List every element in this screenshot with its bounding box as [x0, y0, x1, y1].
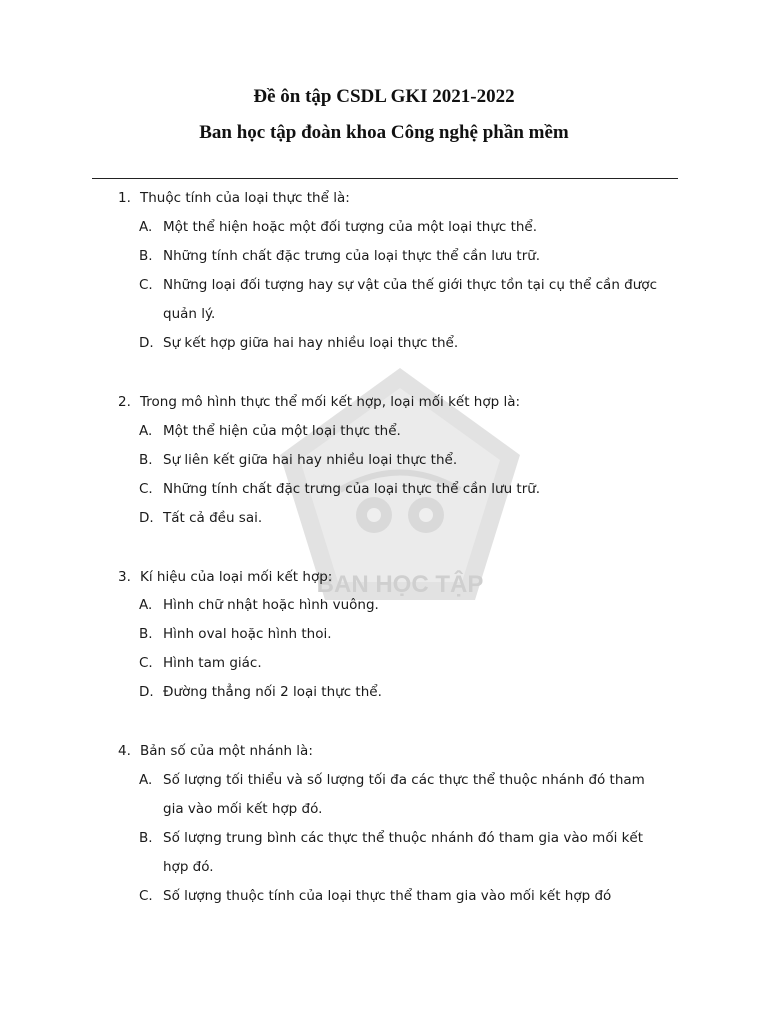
option-text: Hình chữ nhật hoặc hình vuông. [163, 597, 379, 613]
option-text: Những tính chất đặc trưng của loại thực thể cần lưu trữ. [163, 481, 541, 497]
option-letter: A. [139, 423, 153, 439]
option-text: Số lượng thuộc tính của loại thực thể tham gia vào mối kết hợp đó [163, 888, 612, 904]
option-1d [139, 329, 669, 358]
option-text: Tất cả đều sai. [163, 510, 263, 526]
question-text: Kí hiệu của loại mối kết hợp: [140, 569, 333, 585]
question-text: Trong mô hình thực thể mối kết hợp, loại mối kết hợp là: [140, 394, 521, 410]
option-text: Một thể hiện hoặc một đối tượng của một loại thực thể. [163, 219, 538, 235]
option-text: Sự kết hợp giữa hai hay nhiều loại thực thể. [163, 335, 459, 351]
option-3a [139, 591, 669, 620]
option-letter: A. [139, 219, 153, 235]
option-letter: C. [139, 888, 153, 904]
option-2b [139, 446, 669, 475]
question-number: 2. [118, 394, 131, 410]
option-letter: C. [139, 655, 153, 671]
option-letter: B. [139, 626, 153, 642]
option-letter: B. [139, 452, 153, 468]
watermark-text: BAN HỌC TẬP [316, 571, 484, 598]
option-letter: A. [139, 597, 153, 613]
option-text: Những loại đối tượng hay sự vật của thế giới thực tồn tại cụ thể cần được quản lý. [163, 277, 657, 322]
option-letter: D. [139, 335, 154, 351]
option-1a [139, 213, 669, 242]
question-text: Thuộc tính của loại thực thể là: [140, 190, 350, 206]
document-subtitle: Ban học tập đoàn khoa Công nghệ phần mềm [199, 122, 569, 143]
option-text: Sự liên kết giữa hai hay nhiều loại thực thể. [163, 452, 458, 468]
option-letter: C. [139, 277, 153, 293]
option-text: Số lượng trung bình các thực thể thuộc nhánh đó tham gia vào mối kết hợp đó. [163, 830, 644, 875]
option-text: Đường thẳng nối 2 loại thực thể. [163, 684, 382, 700]
question-number: 1. [118, 190, 131, 206]
option-2c [139, 475, 669, 504]
option-letter: B. [139, 830, 153, 846]
option-3d [139, 678, 669, 707]
option-3c [139, 649, 669, 678]
option-letter: A. [139, 772, 153, 788]
question-text: Bản số của một nhánh là: [140, 743, 313, 759]
option-letter: B. [139, 248, 153, 264]
option-text: Số lượng tối thiểu và số lượng tối đa các thực thể thuộc nhánh đó tham gia vào mối kết hợp đó. [163, 772, 645, 817]
option-letter: D. [139, 684, 154, 700]
option-letter: D. [139, 510, 154, 526]
option-2d [139, 504, 669, 533]
question-number: 3. [118, 569, 131, 585]
option-1c [139, 271, 669, 329]
option-2a [139, 417, 669, 446]
option-4c [139, 882, 669, 911]
option-4a [139, 766, 669, 824]
document-title: Đề ôn tập CSDL GKI 2021-2022 [253, 86, 515, 107]
option-1b [139, 242, 669, 271]
option-3b [139, 620, 669, 649]
option-text: Hình oval hoặc hình thoi. [163, 626, 332, 642]
option-letter: C. [139, 481, 153, 497]
option-text: Một thể hiện của một loại thực thể. [163, 423, 401, 439]
option-text: Những tính chất đặc trưng của loại thực thể cần lưu trữ. [163, 248, 541, 264]
option-4b [139, 824, 669, 882]
question-number: 4. [118, 743, 131, 759]
option-text: Hình tam giác. [163, 655, 262, 671]
